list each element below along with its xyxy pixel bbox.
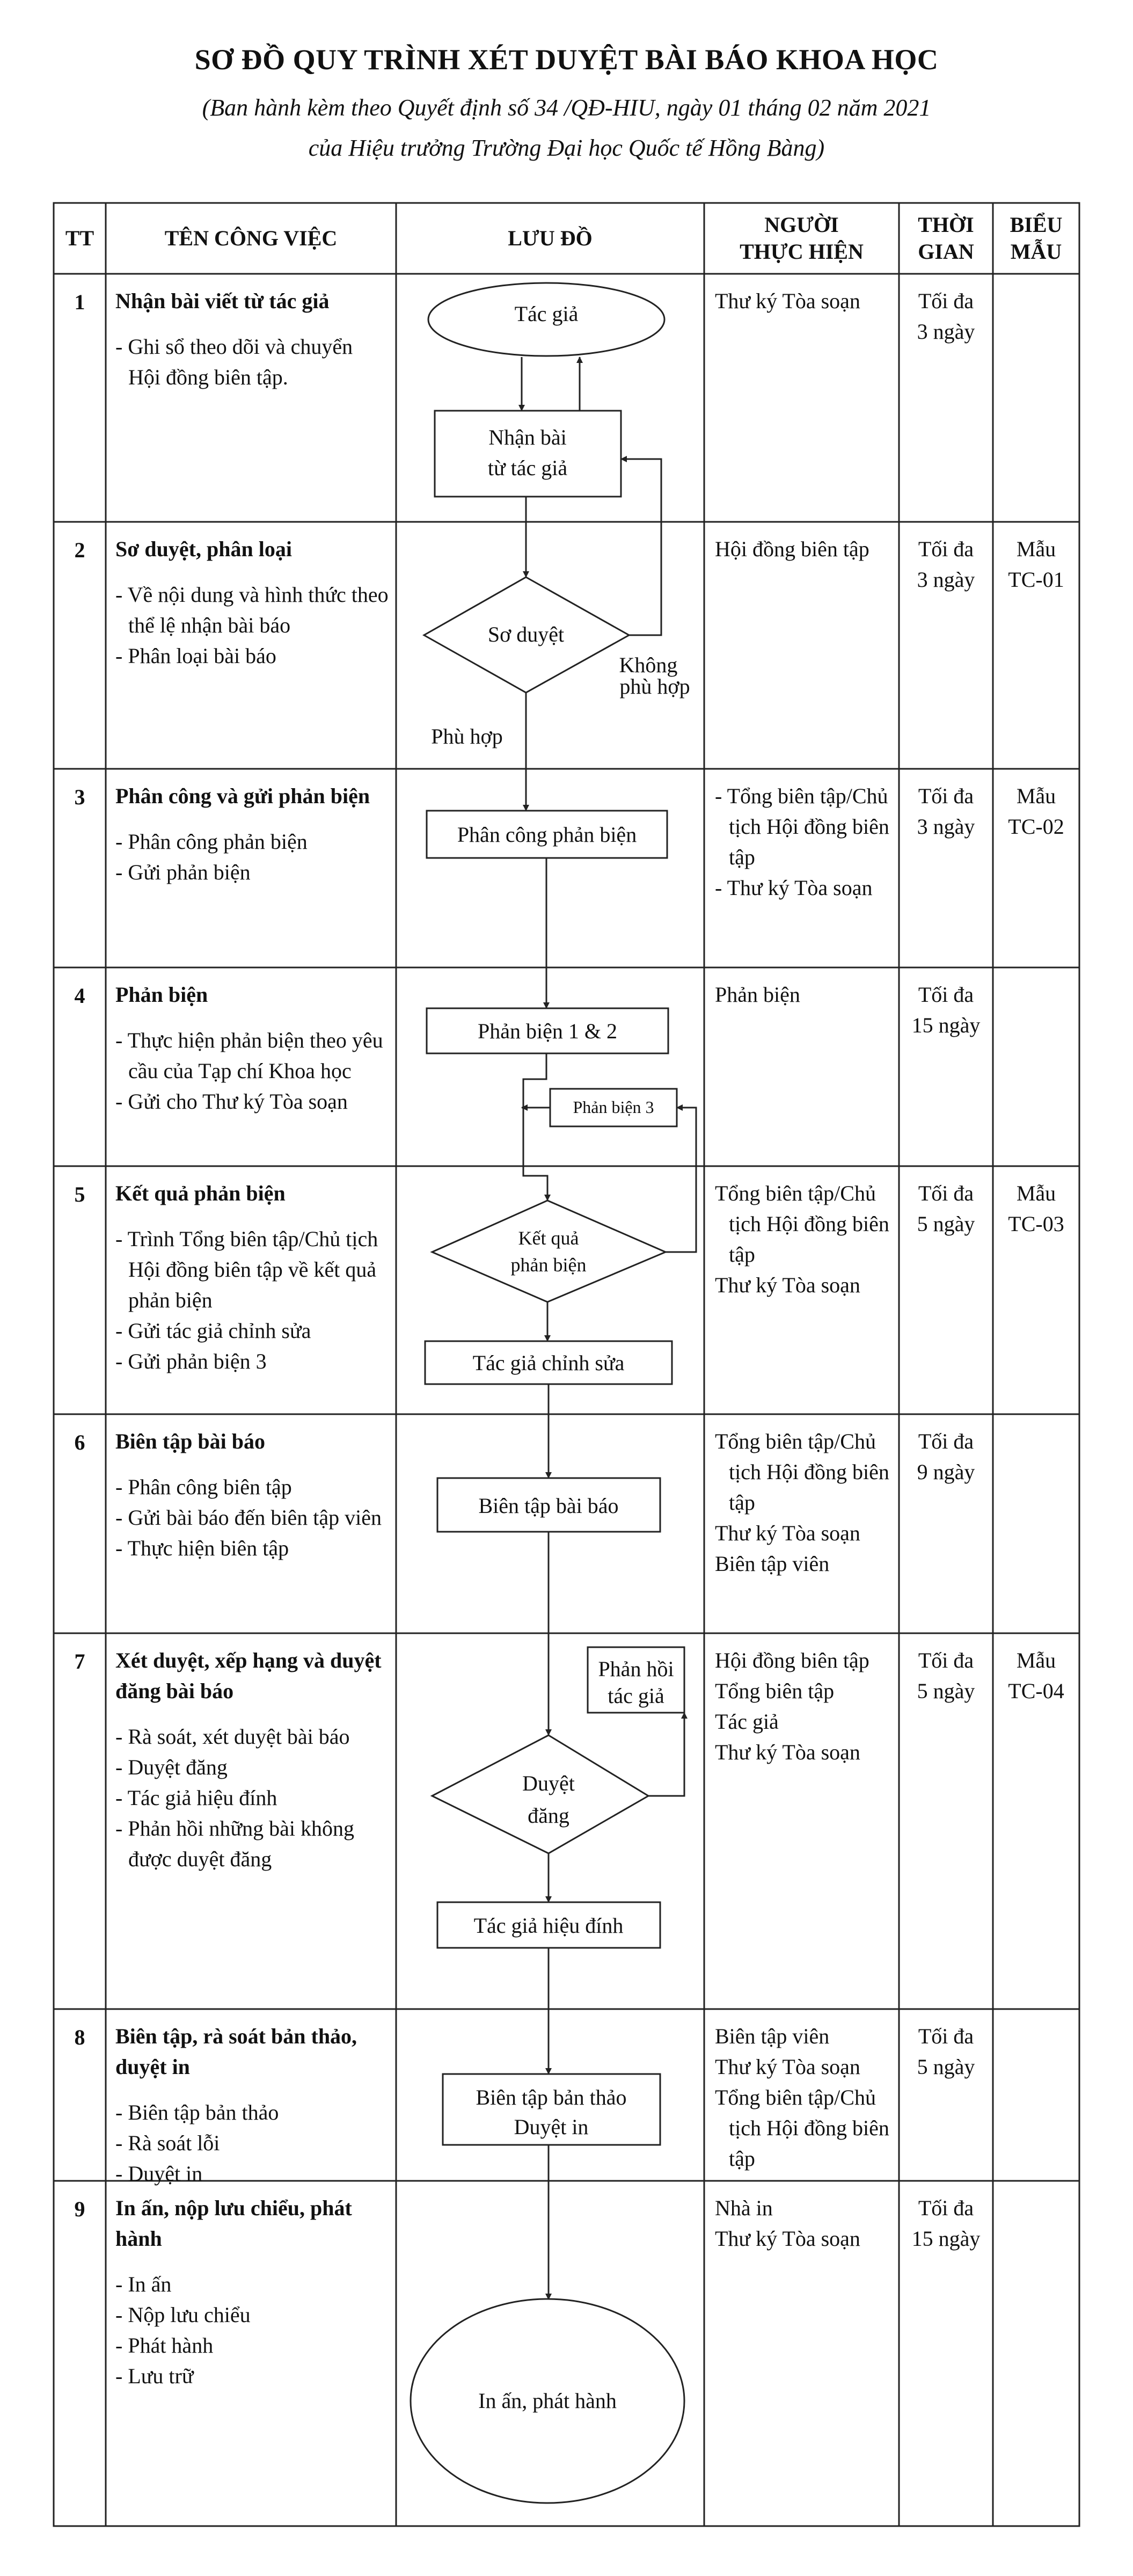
flow-label-result-2: phản biện <box>510 1254 587 1276</box>
form-text: TC-03 <box>1008 1212 1064 1236</box>
task-title: Phân công và gửi phản biện <box>115 784 370 808</box>
task-item: - Gửi bài báo đến biên tập viên <box>115 1505 382 1530</box>
flow-label-reject-1: Không <box>619 653 678 677</box>
time-text: Tối đa <box>918 983 974 1007</box>
task-item: - Phân công phản biện <box>115 829 308 854</box>
performer-item: - Tổng biên tập/Chủ tịch Hội đồng biên tập <box>715 784 889 869</box>
row-number-text: 2 <box>74 538 85 562</box>
time-text: 15 ngày <box>911 2226 981 2251</box>
row-number-text: 5 <box>74 1182 85 1206</box>
flow-label-review3: Phản biện 3 <box>573 1097 654 1117</box>
task-item: - Biên tập bản thảo <box>115 2100 279 2124</box>
column-header-task: TÊN CÔNG VIỆC <box>164 226 338 250</box>
task-item: - Trình Tổng biên tập/Chủ tịch Hội đồng biên tập về kết quả phản biện <box>115 1227 378 1312</box>
performer-item: Biên tập viên <box>715 1552 830 1576</box>
task-item: - Tác giả hiệu đính <box>115 1786 277 1810</box>
form-text: TC-04 <box>1008 1679 1064 1703</box>
performer-item: Thư ký Tòa soạn <box>715 289 860 313</box>
column-header-performer: NGƯỜI THỰC HIỆN <box>740 213 864 264</box>
flow-label-feedback-2: tác giả <box>608 1684 664 1708</box>
time-text: Tối đa <box>918 1429 974 1453</box>
column-header-flow: LƯU ĐỒ <box>508 226 593 250</box>
task-item: - Gửi cho Thư ký Tòa soạn <box>115 1089 348 1114</box>
page-subtitle-line1: (Ban hành kèm theo Quyết định số 34 /QĐ-HIU, ngày 01 tháng 02 năm 2021 <box>202 94 931 121</box>
performer-item: Nhà in <box>715 2196 773 2220</box>
performer-item: Biên tập viên <box>715 2024 830 2048</box>
performer-item: Tổng biên tập/Chủ tịch Hội đồng biên tập <box>715 1181 889 1267</box>
task-title: Xét duyệt, xếp hạng và duyệt đăng bài báo <box>115 1648 382 1703</box>
flow-label-reject-2: phù hợp <box>619 674 690 698</box>
task-item: - Rà soát, xét duyệt bài báo <box>115 1724 350 1749</box>
task-item: - Ghi sổ theo dõi và chuyển Hội đồng biên tập. <box>115 334 353 389</box>
flow-label-print: In ấn, phát hành <box>478 2389 617 2413</box>
column-header-time: THỜI GIAN <box>918 213 974 264</box>
time-text: 3 ngày <box>917 319 975 344</box>
row-number-text: 1 <box>74 290 85 314</box>
time-text: 3 ngày <box>917 814 975 839</box>
time-text: Tối đa <box>918 289 974 313</box>
performer-item: Hội đồng biên tập <box>715 1648 869 1672</box>
page-title: SƠ ĐỒ QUY TRÌNH XÉT DUYỆT BÀI BÁO KHOA HỌC <box>194 43 939 76</box>
flow-label-review12: Phản biện 1 & 2 <box>478 1019 617 1043</box>
time-text: Tối đa <box>918 784 974 808</box>
task-item: - Duyệt in <box>115 2162 203 2186</box>
task-title: Biên tập, rà soát bản thảo, duyệt in <box>115 2024 357 2079</box>
row-number-text: 4 <box>74 984 85 1008</box>
form-text: Mẫu <box>1016 1181 1056 1205</box>
task-item: - Duyệt đăng <box>115 1755 228 1779</box>
performer-item: Thư ký Tòa soạn <box>715 2226 860 2251</box>
column-header-tt: TT <box>65 226 94 250</box>
performer-item: Tổng biên tập <box>715 1679 835 1703</box>
flow-label-receive-2: từ tác giả <box>487 456 568 480</box>
flow-label-receive-1: Nhận bài <box>488 425 567 449</box>
time-text: Tối đa <box>918 537 974 561</box>
column-header-form: BIỂU MẪU <box>1010 213 1063 264</box>
time-text: Tối đa <box>918 1181 974 1205</box>
time-text: 15 ngày <box>911 1013 981 1037</box>
task-item: - Nộp lưu chiểu <box>115 2303 251 2327</box>
task-item: - In ấn <box>115 2272 172 2296</box>
row-number-text: 9 <box>74 2197 85 2221</box>
flow-label-assign-review: Phân công phản biện <box>457 823 637 847</box>
task-item: - Phân loại bài báo <box>115 644 276 668</box>
time-text: Tối đa <box>918 2196 974 2220</box>
row-number-text: 3 <box>74 785 85 809</box>
row-number-text: 7 <box>74 1649 85 1673</box>
flow-label-author-revise: Tác giả chỉnh sửa <box>472 1351 625 1375</box>
task-item: - Gửi phản biện 3 <box>115 1349 267 1373</box>
row-number-text: 8 <box>74 2025 85 2049</box>
task-item: - Về nội dung và hình thức theo thể lệ nhận bài báo <box>115 583 389 637</box>
performer-item: Thư ký Tòa soạn <box>715 1273 860 1297</box>
flow-label-draft-2: Duyệt in <box>514 2115 589 2139</box>
performer-item: Thư ký Tòa soạn <box>715 1521 860 1545</box>
form-text: Mẫu <box>1016 537 1056 561</box>
time-text: 9 ngày <box>917 1460 975 1484</box>
time-text: 5 ngày <box>917 2055 975 2079</box>
task-title: Phản biện <box>115 983 208 1007</box>
performer-item: Hội đồng biên tập <box>715 537 869 561</box>
time-text: 5 ngày <box>917 1679 975 1703</box>
form-text: TC-02 <box>1008 814 1064 839</box>
performer-item: Thư ký Tòa soạn <box>715 2055 860 2079</box>
flow-label-approve-1: Duyệt <box>522 1771 575 1795</box>
task-item: - Thực hiện biên tập <box>115 1536 289 1560</box>
flow-node-result <box>432 1200 666 1302</box>
task-title: Sơ duyệt, phân loại <box>115 537 292 561</box>
task-item: - Gửi tác giả chỉnh sửa <box>115 1319 311 1343</box>
flow-label-draft-1: Biên tập bản thảo <box>476 2085 627 2109</box>
performer-item: Tổng biên tập/Chủ tịch Hội đồng biên tập <box>715 1429 889 1515</box>
flow-node-receive <box>435 411 621 497</box>
time-text: Tối đa <box>918 1648 974 1672</box>
task-title: In ấn, nộp lưu chiểu, phát hành <box>115 2196 352 2251</box>
flow-label-edit: Biên tập bài báo <box>478 1494 619 1518</box>
task-title: Nhận bài viết từ tác giả <box>115 289 330 313</box>
time-text: Tối đa <box>918 2024 974 2048</box>
task-item: - Thực hiện phản biện theo yêu cầu của Tạp chí Khoa học <box>115 1028 383 1083</box>
flow-label-author: Tác giả <box>514 302 579 326</box>
task-item: - Phát hành <box>115 2333 214 2357</box>
flow-label-accept: Phù hợp <box>431 724 503 748</box>
performer-item: Phản biện <box>715 983 800 1007</box>
task-item: - Phân công biên tập <box>115 1475 292 1499</box>
task-title: Biên tập bài báo <box>115 1429 265 1453</box>
task-item: - Rà soát lỗi <box>115 2131 220 2155</box>
page-subtitle-line2: của Hiệu trưởng Trường Đại học Quốc tế Hồng Bàng) <box>308 135 825 161</box>
task-item: - Phản hồi những bài không được duyệt đăng <box>115 1816 354 1871</box>
row-number-text: 6 <box>74 1430 85 1454</box>
time-text: 5 ngày <box>917 1212 975 1236</box>
task-title: Kết quả phản biện <box>115 1181 286 1205</box>
flow-label-result-1: Kết quả <box>518 1227 579 1249</box>
task-item: - Gửi phản biện <box>115 860 251 884</box>
task-item: - Lưu trữ <box>115 2364 194 2388</box>
performer-item: - Thư ký Tòa soạn <box>715 876 873 900</box>
form-text: Mẫu <box>1016 1648 1056 1672</box>
form-text: TC-01 <box>1008 567 1064 592</box>
performer-item: Tổng biên tập/Chủ tịch Hội đồng biên tập <box>715 2085 889 2171</box>
performer-item: Tác giả <box>715 1709 779 1734</box>
time-text: 3 ngày <box>917 567 975 592</box>
flow-label-approve-2: đăng <box>528 1803 569 1828</box>
performer-item: Thư ký Tòa soạn <box>715 1740 860 1764</box>
flow-label-author-proofread: Tác giả hiệu đính <box>473 1913 624 1938</box>
flow-label-prescreen: Sơ duyệt <box>487 622 565 646</box>
flow-label-feedback-1: Phản hồi <box>598 1657 674 1681</box>
form-text: Mẫu <box>1016 784 1056 808</box>
